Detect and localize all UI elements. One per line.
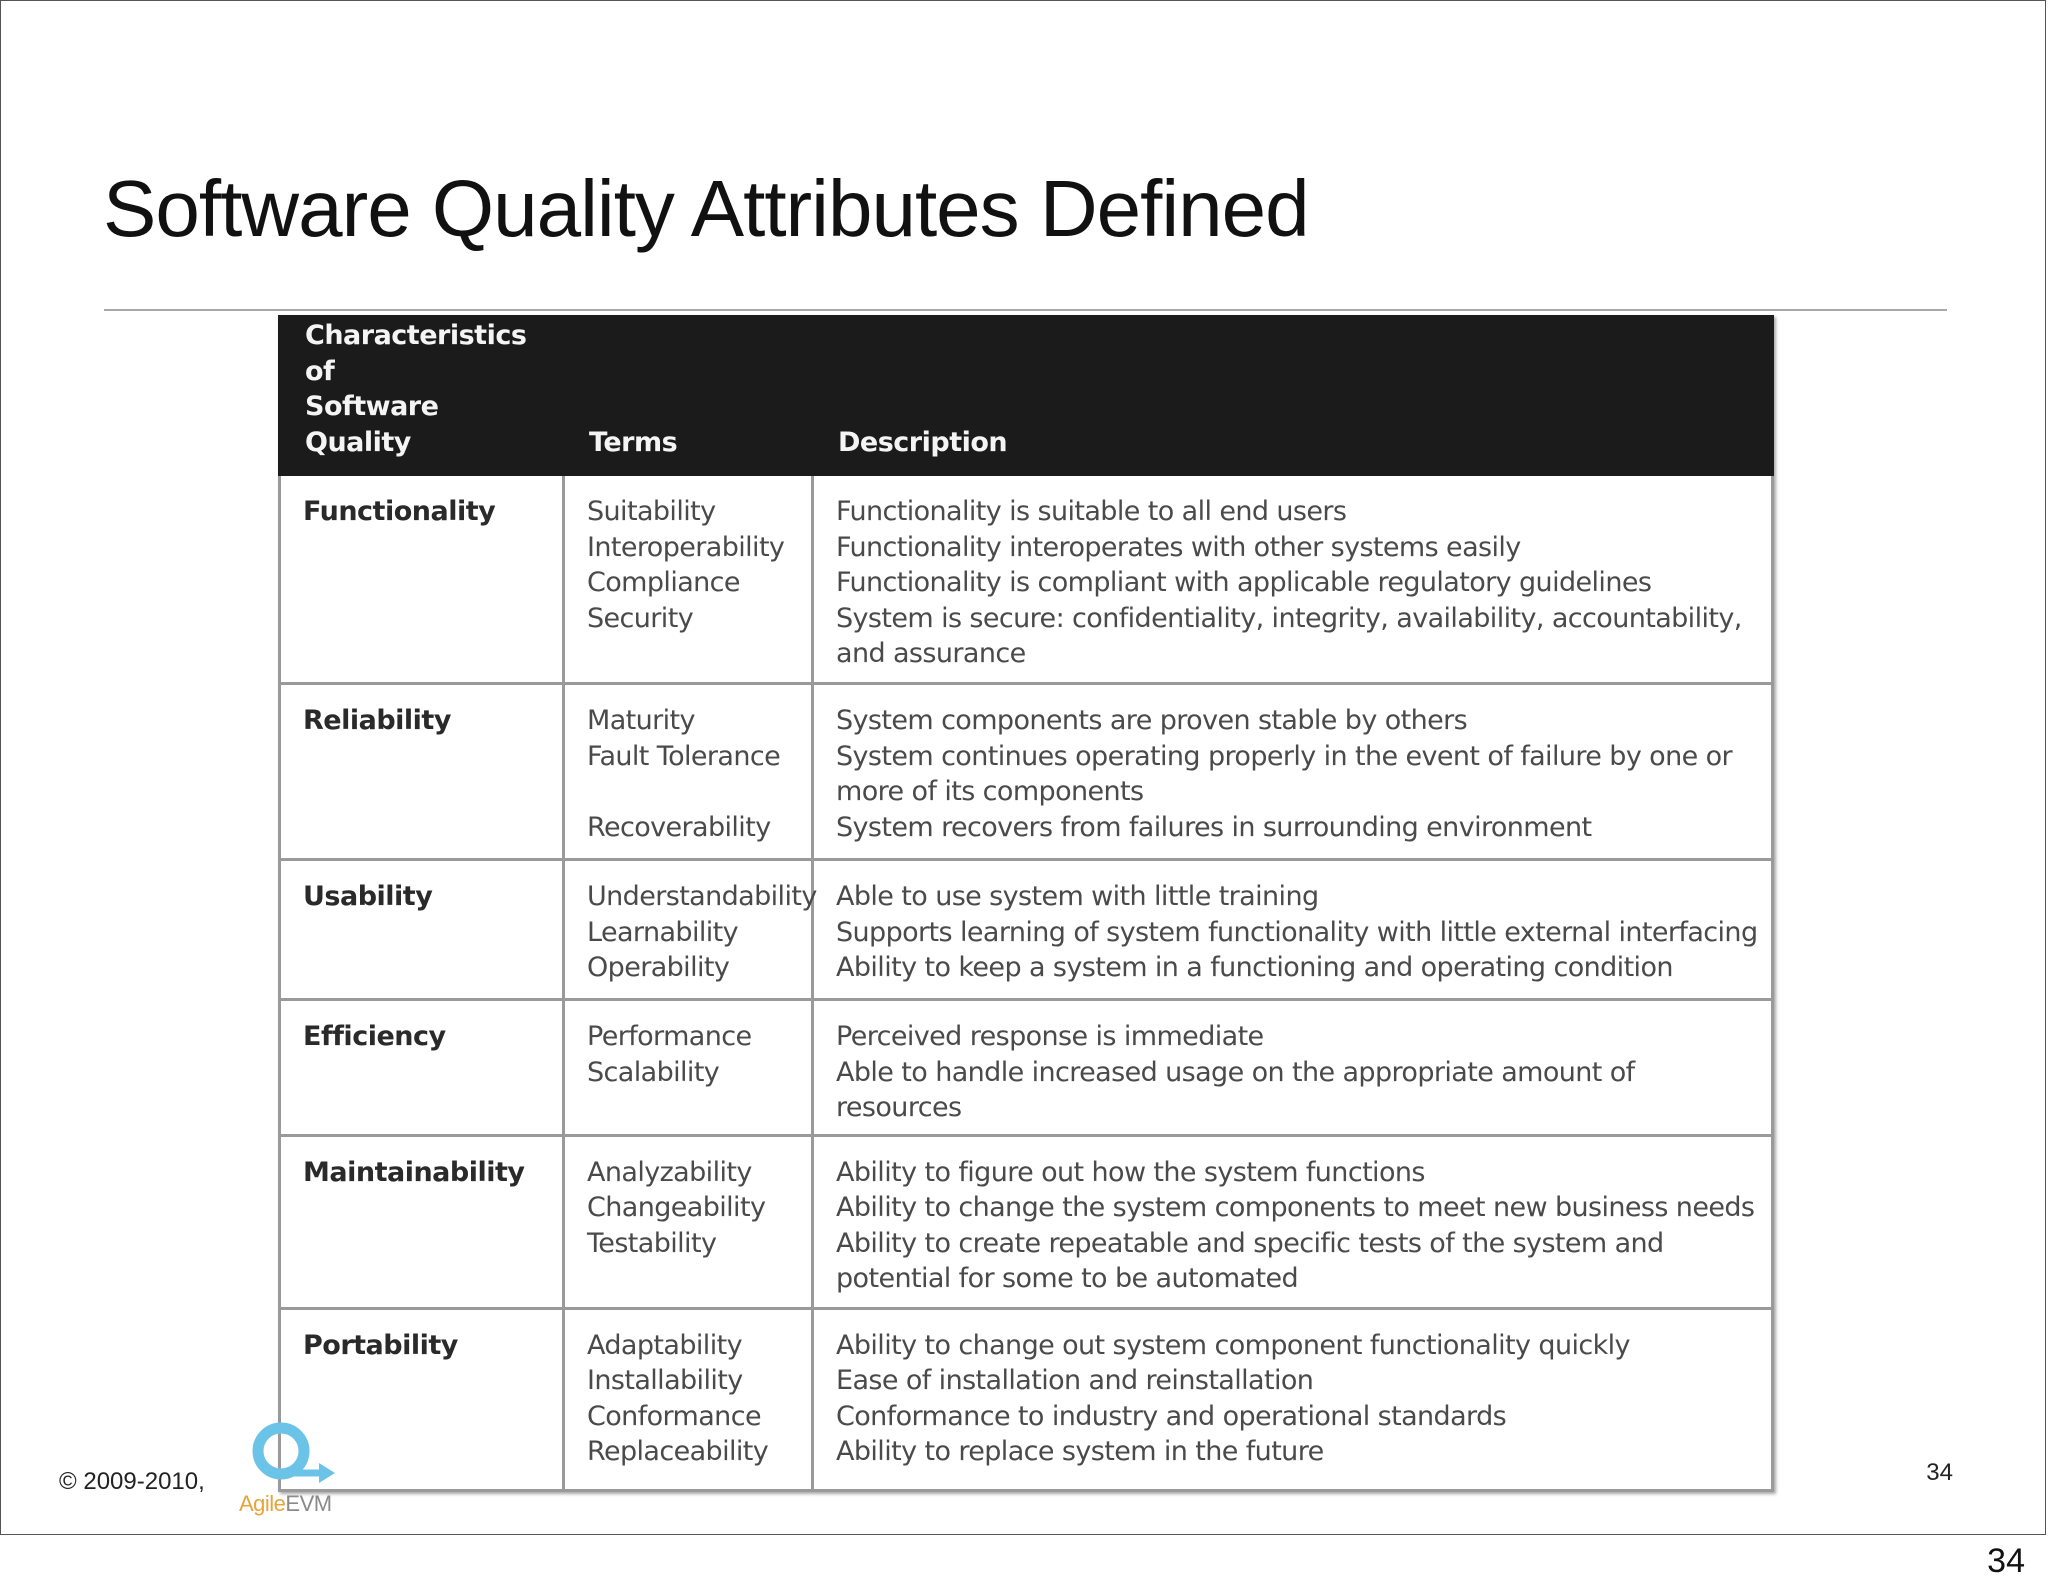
description: Ability to replace system in the future: [836, 1436, 1324, 1467]
term: Testability: [587, 1227, 717, 1259]
term: Performance: [587, 1021, 752, 1052]
quality-attributes-table: [278, 315, 1774, 1492]
description: Perceived response is immediate: [836, 1021, 1264, 1052]
term: Learnability: [587, 916, 739, 948]
table-row: [280, 1000, 1773, 1136]
table-row: [280, 684, 1773, 860]
description: Ability to change the system components to meet new business needs: [836, 1192, 1755, 1223]
title-divider: [104, 309, 1947, 311]
description-cell: [813, 1308, 1773, 1490]
slide-number: 34: [1926, 1459, 1953, 1486]
characteristic-cell: Portability: [280, 1308, 564, 1490]
term: Changeability: [587, 1192, 766, 1223]
terms-cell: [564, 1135, 813, 1308]
term: Recoverability: [587, 811, 771, 843]
description: Supports learning of system functionality with little external interfacing: [836, 916, 1758, 948]
description: Ability to create repeatable and specific tests of the system and potential for some to be automated: [836, 1227, 1664, 1294]
description: Conformance to industry and operational standards: [836, 1400, 1507, 1432]
term: Adaptability: [587, 1329, 742, 1361]
table-row: [280, 475, 1773, 684]
description-cell: [813, 475, 1773, 684]
table-row: [280, 860, 1773, 1000]
term: Operability: [587, 952, 730, 983]
table-header-row: [280, 317, 1773, 475]
description-cell: [813, 860, 1773, 1000]
description-cell: [813, 1135, 1773, 1308]
term: Compliance: [587, 567, 740, 598]
description: Functionality is compliant with applicable regulatory guidelines: [836, 567, 1652, 598]
description: Able to use system with little training: [836, 881, 1319, 912]
characteristic-cell: Reliability: [280, 684, 564, 860]
term: Analyzability: [587, 1156, 752, 1188]
characteristic-cell: Maintainability: [280, 1135, 564, 1308]
description: Ease of installation and reinstallation: [836, 1365, 1314, 1396]
characteristic-cell: Usability: [280, 860, 564, 1000]
copyright-text: © 2009-2010,: [59, 1468, 205, 1495]
header-description: Description: [813, 317, 1773, 475]
term: Conformance: [587, 1400, 761, 1432]
terms-cell: [564, 1000, 813, 1136]
term: Maturity: [587, 705, 695, 736]
description: Ability to keep a system in a functioning and operating condition: [836, 952, 1673, 983]
description: System components are proven stable by others: [836, 705, 1468, 736]
logo-q-icon: [239, 1421, 359, 1493]
header-characteristic: Characteristics of Software Quality: [280, 317, 564, 475]
description-cell: [813, 684, 1773, 860]
page-number: 34: [1987, 1542, 2025, 1580]
description: System continues operating properly in the event of failure by one or more of its components: [836, 740, 1733, 807]
description-cell: [813, 1000, 1773, 1136]
term: Installability: [587, 1365, 743, 1396]
characteristic-cell: Functionality: [280, 475, 564, 684]
table-row: [280, 1135, 1773, 1308]
table-row: [280, 1308, 1773, 1490]
term: Scalability: [587, 1056, 720, 1088]
characteristic-cell: Efficiency: [280, 1000, 564, 1136]
description: Ability to change out system component functionality quickly: [836, 1329, 1630, 1361]
term: Suitability: [587, 496, 716, 527]
description: Functionality interoperates with other systems easily: [836, 531, 1521, 563]
term-spacer: [587, 774, 803, 810]
description: System is secure: confidentiality, integrity, availability, accountability, and assurance: [836, 602, 1742, 669]
agileevm-logo: [239, 1421, 359, 1521]
header-terms: Terms: [564, 317, 813, 475]
description: Ability to figure out how the system functions: [836, 1156, 1425, 1188]
term: Fault Tolerance: [587, 740, 781, 772]
terms-cell: [564, 475, 813, 684]
description: Able to handle increased usage on the appropriate amount of resources: [836, 1056, 1635, 1123]
terms-cell: [564, 684, 813, 860]
description: System recovers from failures in surrounding environment: [836, 811, 1592, 843]
description: Functionality is suitable to all end users: [836, 496, 1347, 527]
term: Security: [587, 602, 694, 634]
term: Replaceability: [587, 1436, 769, 1467]
term: Interoperability: [587, 531, 785, 563]
term: Understandability: [587, 881, 817, 912]
slide-title: Software Quality Attributes Defined: [103, 164, 1309, 253]
terms-cell: [564, 1308, 813, 1490]
terms-cell: [564, 860, 817, 1000]
logo-wordmark: AgileEVM: [239, 1491, 332, 1516]
